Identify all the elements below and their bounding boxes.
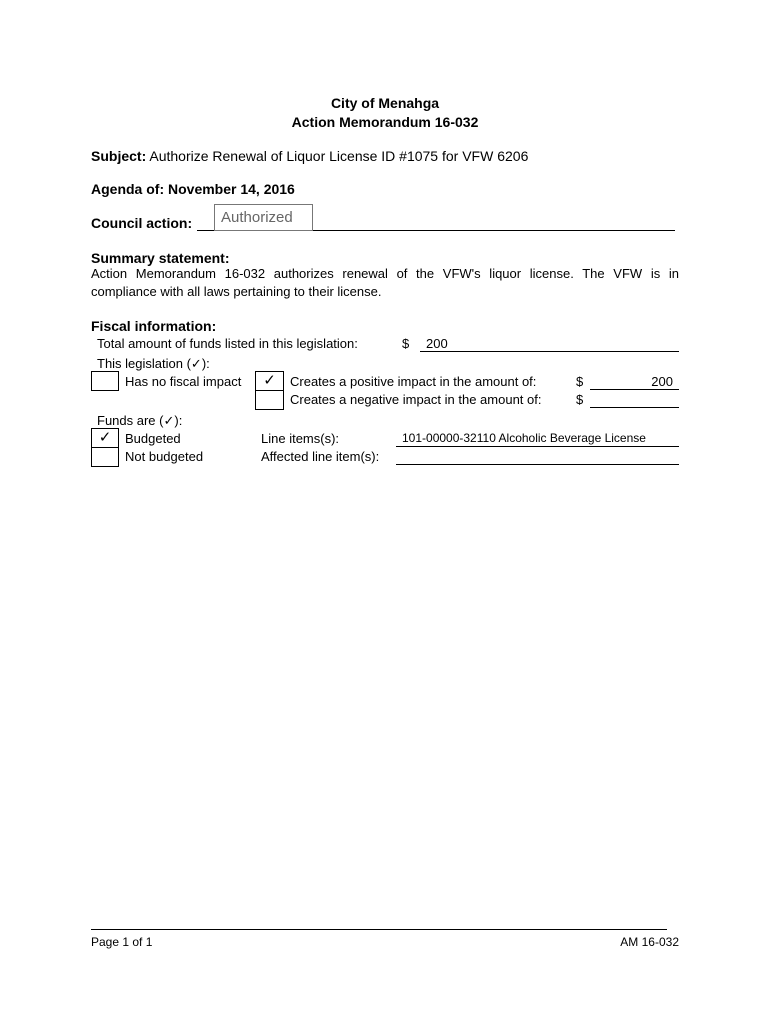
total-funds-label: Total amount of funds listed in this legislation: — [97, 336, 358, 351]
budgeted-checkbox[interactable] — [91, 428, 119, 448]
negative-impact-label: Creates a negative impact in the amount of: — [290, 392, 542, 407]
positive-impact-label: Creates a positive impact in the amount of: — [290, 374, 537, 389]
positive-impact-currency: $ — [576, 374, 584, 389]
city-title: City of Menahga — [330, 95, 440, 111]
negative-impact-checkbox[interactable] — [255, 390, 284, 410]
memo-title: Action Memorandum 16-032 — [291, 114, 479, 130]
summary-heading: Summary statement: — [91, 250, 230, 266]
line-items-label: Line items(s): — [261, 431, 340, 446]
council-action-field[interactable]: Authorized — [214, 204, 313, 231]
funds-label: Funds are (✓): — [97, 413, 183, 428]
footer-rule — [91, 929, 667, 930]
subject-line — [91, 148, 528, 164]
footer-page: Page 1 of 1 — [91, 935, 153, 949]
no-fiscal-impact-checkbox[interactable] — [91, 371, 119, 391]
budgeted-check-mark: ✓ — [98, 429, 112, 446]
line-items-underline — [396, 446, 679, 447]
budgeted-label: Budgeted — [125, 431, 181, 446]
no-fiscal-impact-label: Has no fiscal impact — [125, 374, 242, 389]
subject-text: Authorize Renewal of Liquor License ID #1075 for VFW 6206 — [149, 148, 529, 164]
line-items-value[interactable]: 101-00000-32110 Alcoholic Beverage License — [402, 431, 646, 445]
council-action-label: Council action: — [91, 215, 193, 231]
summary-text: Action Memorandum 16-032 authorizes renewal of the VFW's liquor license. The VFW is in compliance with all laws pertaining to their license. — [91, 266, 679, 299]
fiscal-heading: Fiscal information: — [91, 318, 217, 334]
footer-doc-id: AM 16-032 — [620, 935, 679, 949]
legislation-label: This legislation (✓): — [97, 356, 210, 371]
negative-impact-underline — [590, 407, 679, 408]
positive-impact-checkbox[interactable] — [255, 371, 284, 391]
positive-impact-check-mark: ✓ — [263, 372, 276, 389]
negative-impact-currency: $ — [576, 392, 584, 407]
total-underline — [420, 351, 679, 352]
affected-line-items-label: Affected line item(s): — [261, 449, 380, 464]
not-budgeted-checkbox[interactable] — [91, 447, 119, 467]
total-value[interactable]: 200 — [426, 336, 448, 351]
positive-impact-value[interactable]: 200 — [651, 374, 673, 389]
subject-label: Subject: — [91, 148, 147, 164]
not-budgeted-label: Not budgeted — [125, 449, 204, 464]
total-currency: $ — [402, 336, 410, 351]
agenda-line: Agenda of: November 14, 2016 — [91, 181, 295, 197]
affected-line-items-underline — [396, 464, 679, 465]
